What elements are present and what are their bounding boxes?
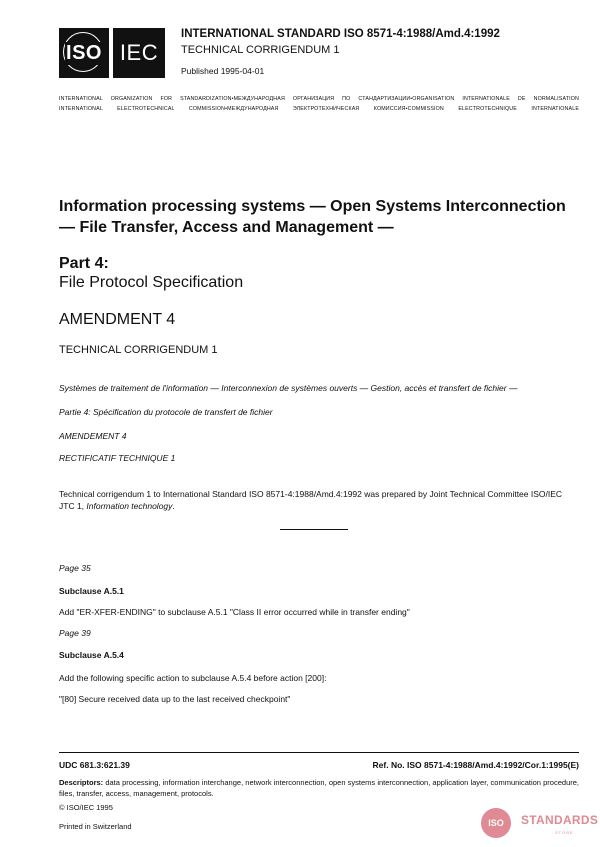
standards-store-watermark xyxy=(481,808,599,840)
intro-text: Technical corrigendum 1 to International Standard ISO 8571-4:1988/Amd.4:1992 was prepared by Joint Technical Committee ISO/IEC JTC 1, xyxy=(59,489,563,511)
footer-rule xyxy=(59,752,579,753)
iec-logo-text: IEC xyxy=(119,40,159,65)
udc-number: UDC 681.3:621.39 xyxy=(59,760,130,770)
subclause-a51-text: Add "ER-XFER-ENDING" to subclause A.5.1 "Class II error occurred while in transfer ending" xyxy=(59,607,410,617)
action-80-text: "[80] Secure received data up to the last received checkpoint" xyxy=(59,694,291,704)
page-reference-39: Page 39 xyxy=(59,628,91,638)
intro-paragraph xyxy=(59,488,579,512)
reference-number: Ref. No. ISO 8571-4:1988/Amd.4:1992/Cor.1:1995(E) xyxy=(372,760,579,770)
separator-rule xyxy=(280,529,348,530)
corrigendum-heading: TECHNICAL CORRIGENDUM 1 xyxy=(59,344,218,356)
standard-title: INTERNATIONAL STANDARD ISO 8571-4:1988/Amd.4:1992 xyxy=(181,28,500,40)
subclause-a54-heading: Subclause A.5.4 xyxy=(59,650,124,660)
descriptors xyxy=(59,777,579,799)
page-reference-35: Page 35 xyxy=(59,563,91,573)
french-amendment: AMENDEMENT 4 xyxy=(59,431,127,441)
iso-logo-text: ISO xyxy=(66,41,102,64)
committee-name: Information technology xyxy=(86,501,173,511)
descriptors-text: data processing, information interchange, network interconnection, open systems interconnection, application layer, communication procedure, files, transfer, access, management, protocols. xyxy=(59,778,579,798)
french-part: Partie 4: Spécification du protocole de transfert de fichier xyxy=(59,407,273,417)
part-name: File Protocol Specification xyxy=(59,274,244,291)
french-title: Systèmes de traitement de l'information — Interconnexion de systèmes ouverts — Gestion, accès et transfert de fichier — xyxy=(59,383,518,393)
store-subtitle: STORE xyxy=(555,830,574,835)
iec-logo xyxy=(113,28,165,78)
store-iso-icon: ISO xyxy=(481,808,511,838)
french-corrigendum: RECTIFICATIF TECHNIQUE 1 xyxy=(59,453,176,463)
published-date: Published 1995-04-01 xyxy=(181,66,265,76)
intro-end: . xyxy=(172,501,175,511)
copyright: © ISO/IEC 1995 xyxy=(59,803,113,812)
iso-iec-logo xyxy=(59,28,165,78)
printed-location: Printed in Switzerland xyxy=(59,822,132,831)
subclause-a54-text: Add the following specific action to subclause A.5.4 before action [200]: xyxy=(59,673,327,683)
iso-logo xyxy=(59,28,109,78)
organization-line-iec: INTERNATIONAL ELECTROTECHNICAL COMMISSION•МЕЖДУНАРОДНАЯ ЭЛЕКТРОТЕХНИЧЕСКАЯ КОМИССИЯ•COMMISSION ELECTROTECHNIQUE INTERNATIONALE xyxy=(59,106,579,112)
document-title: Information processing systems — Open Systems Interconnection — File Transfer, Access and Management — xyxy=(59,198,566,236)
amendment-heading: AMENDMENT 4 xyxy=(59,311,176,328)
standard-subtitle: TECHNICAL CORRIGENDUM 1 xyxy=(181,44,340,56)
descriptors-label: Descriptors: xyxy=(59,778,104,787)
store-name: STANDARDS xyxy=(521,813,599,827)
part-number: Part 4: xyxy=(59,255,109,272)
subclause-a51-heading: Subclause A.5.1 xyxy=(59,586,124,596)
organization-line-iso: INTERNATIONAL ORGANIZATION FOR STANDARDIZATION•МЕЖДУНАРОДНАЯ ОРГАНИЗАЦИЯ ПО СТАНДАРТИЗАЦИИ•ORGANISATION INTERNATIONALE DE NORMALISATION xyxy=(59,96,579,102)
